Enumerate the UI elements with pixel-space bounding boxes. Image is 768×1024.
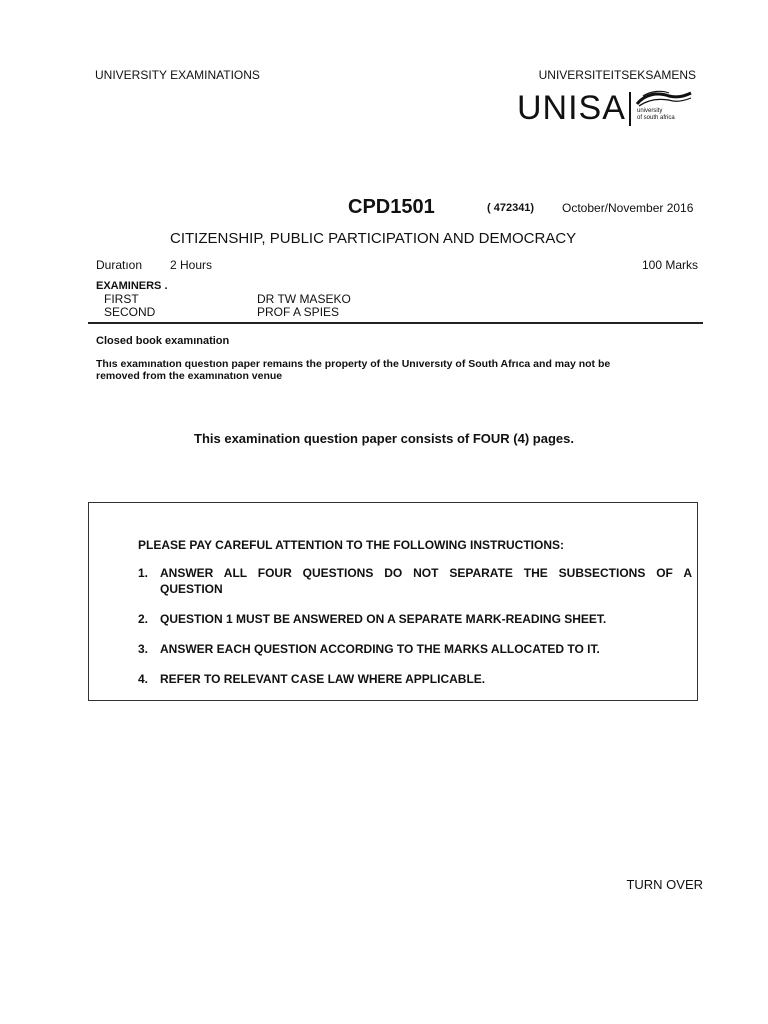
header-divider bbox=[88, 322, 703, 324]
instruction-4-number: 4. bbox=[138, 672, 149, 686]
property-notice-line-1: Thıs examınatıon questıon paper remaıns the property of the Unıversıty of South Afrıca and may not be bbox=[96, 358, 611, 370]
first-examiner-name: DR TW MASEKO bbox=[257, 292, 351, 306]
logo-subtitle-line-2: of south africa bbox=[637, 115, 675, 121]
instruction-3-text: ANSWER EACH QUESTION ACCORDING TO THE MARKS ALLOCATED TO IT. bbox=[160, 642, 600, 656]
course-number: ( 472341) bbox=[487, 202, 535, 214]
instruction-4-text: REFER TO RELEVANT CASE LAW WHERE APPLICABLE. bbox=[160, 672, 486, 686]
property-notice-line-2: removed from the examınatıon venue bbox=[96, 370, 283, 382]
instruction-1-number: 1. bbox=[138, 566, 149, 580]
turn-over-label: TURN OVER bbox=[626, 877, 703, 892]
duration-label: Duratıon bbox=[96, 258, 143, 272]
unisa-logo bbox=[517, 88, 697, 133]
duration-value: 2 Hours bbox=[170, 258, 213, 272]
instruction-1-text-continued: QUESTION bbox=[160, 582, 223, 596]
unisa-flag-icon bbox=[635, 90, 693, 108]
instructions-heading: PLEASE PAY CAREFUL ATTENTION TO THE FOLLOWING INSTRUCTIONS: bbox=[138, 538, 565, 552]
instruction-3-number: 3. bbox=[138, 642, 149, 656]
course-title: CITIZENSHIP, PUBLIC PARTICIPATION AND DEMOCRACY bbox=[170, 230, 577, 247]
header-right-text: UNIVERSITEITSEKSAMENS bbox=[538, 68, 696, 82]
instruction-2-text: QUESTION 1 MUST BE ANSWERED ON A SEPARATE MARK-READING SHEET. bbox=[160, 612, 607, 626]
page-count-statement: This examination question paper consists of FOUR (4) pages. bbox=[194, 431, 574, 446]
examiners-label: EXAMINERS . bbox=[96, 280, 168, 292]
logo-divider bbox=[629, 92, 631, 126]
exam-session: October/November 2016 bbox=[562, 201, 694, 215]
logo-subtitle bbox=[637, 108, 675, 122]
total-marks: 100 Marks bbox=[641, 258, 698, 272]
header-left-text: UNIVERSITY EXAMINATIONS bbox=[95, 68, 260, 82]
instruction-2-number: 2. bbox=[138, 612, 149, 626]
closed-book-notice: Closed book examınation bbox=[96, 335, 230, 347]
second-examiner-label: SECOND bbox=[104, 305, 156, 319]
second-examiner-name: PROF A SPIES bbox=[257, 305, 340, 319]
logo-wordmark: UNISA bbox=[517, 89, 626, 127]
instruction-1-text: ANSWER ALL FOUR QUESTIONS DO NOT SEPARATE THE SUBSECTIONS OF A bbox=[160, 566, 692, 580]
course-code: CPD1501 bbox=[348, 196, 435, 218]
logo-subtitle-line-1: university bbox=[637, 108, 663, 114]
first-examiner-label: FIRST bbox=[104, 292, 139, 306]
